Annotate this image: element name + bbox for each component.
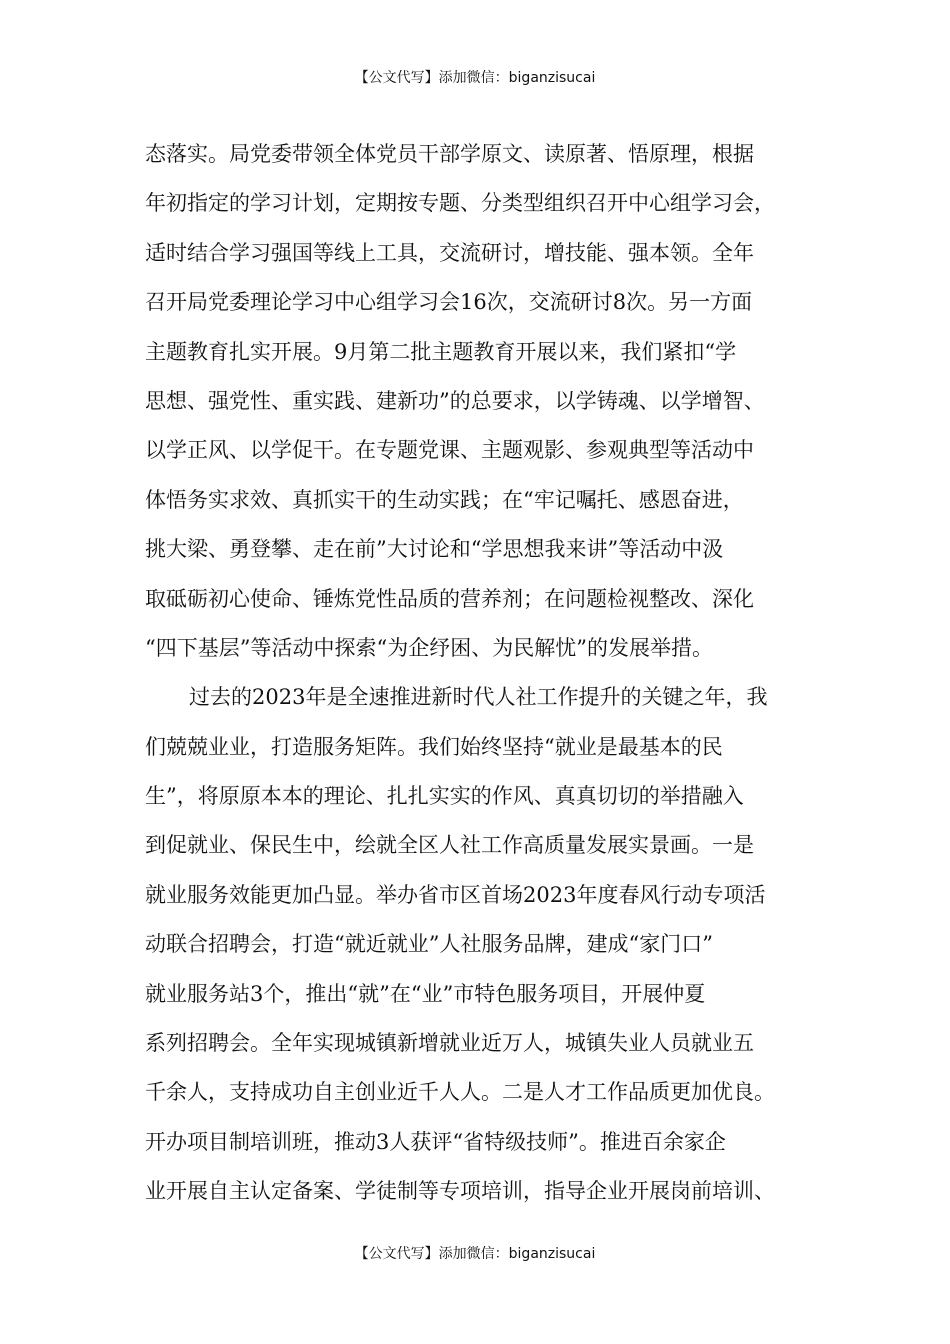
paragraph-2 [145,673,810,1216]
paragraph-line: “四下基层”等活动中探索“为企纾困、为民解忧”的发展举措。 [145,635,713,660]
document-body [145,130,810,1217]
paragraph-line: 就业服务站3个，推出“就”在“业”市特色服务项目，开展仲夏 [145,981,706,1006]
paragraph-line: 业开展自主认定备案、学徒制等专项培训，指导企业开展岗前培训、 [145,1179,775,1204]
page-footer-watermark: 【公文代写】添加微信：biganzisucai [354,1246,596,1262]
paragraph-line: 挑大梁、勇登攀、走在前”大讨论和“学思想我来讲”等活动中汲 [145,537,724,562]
paragraph-line: 们兢兢业业，打造服务矩阵。我们始终坚持“就业是最基本的民 [145,734,723,759]
paragraph-line: 系列招聘会。全年实现城镇新增就业近万人，城镇失业人员就业五 [145,1031,754,1056]
paragraph-line: 主题教育扎实开展。9月第二批主题教育开展以来，我们紧扣“学 [145,339,737,364]
paragraph-line: 开办项目制培训班，推动3人获评“省特级技师”。推进百余家企 [145,1129,726,1154]
page-header-watermark: 【公文代写】添加微信：biganzisucai [354,70,596,86]
paragraph-1 [145,130,810,673]
paragraph-line: 动联合招聘会，打造“就近就业”人社服务品牌，建成“家门口” [145,932,713,957]
paragraph-line: 千余人，支持成功自主创业近千人人。二是人才工作品质更加优良。 [145,1080,775,1105]
paragraph-line: 以学正风、以学促干。在专题党课、主题观影、参观典型等活动中 [145,438,754,463]
paragraph-line: 态落实。局党委带领全体党员干部学原文、读原著、悟原理，根据 [145,142,754,166]
paragraph-line: 生”，将原原本本的理论、扎扎实实的作风、真真切切的举措融入 [145,784,744,809]
paragraph-line: 就业服务效能更加凸显。举办省市区首场2023年度春风行动专项活 [145,882,766,907]
paragraph-first-line: 过去的2023年是全速推进新时代人社工作提升的关键之年，我 [189,685,768,710]
paragraph-line: 召开局党委理论学习中心组学习会16次，交流研讨8次。另一方面 [145,290,753,315]
paragraph-line: 体悟务实求效、真抓实干的生动实践；在“牢记嘱托、感恩奋进， [145,487,744,512]
paragraph-line: 适时结合学习强国等线上工具，交流研讨，增技能、强本领。全年 [145,240,754,265]
paragraph-line: 取砥砺初心使命、锤炼党性品质的营养剂；在问题检视整改、深化 [145,586,754,611]
paragraph-line: 思想、强党性、重实践、建新功”的总要求，以学铸魂、以学增智、 [145,388,765,413]
paragraph-line: 到促就业、保民生中，绘就全区人社工作高质量发展实景画。一是 [145,833,754,858]
paragraph-line: 年初指定的学习计划，定期按专题、分类型组织召开中心组学习会， [145,191,775,216]
